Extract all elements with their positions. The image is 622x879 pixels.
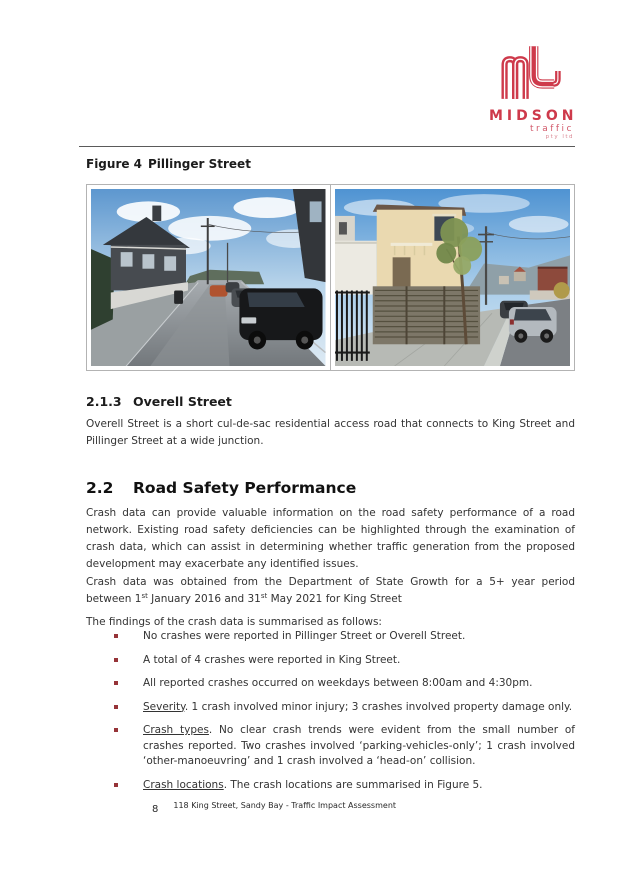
bullet-square-icon	[114, 728, 118, 732]
pillinger-street-photo-right	[331, 185, 575, 370]
section-22-paragraph-1: Crash data can provide valuable information on the road safety performance of a road network. Existing road safety deficiencies can be highlighted through the examination of crash data, which can assist in determining whether traffic generation from the proposed development may exacerbate any identified issues.	[86, 507, 575, 570]
superscript-st: st	[260, 592, 268, 600]
list-item	[113, 653, 575, 669]
header-divider	[79, 146, 575, 147]
section-213-title: Overell Street	[133, 394, 232, 409]
crash-findings-list	[113, 629, 575, 801]
bullet-lead: Crash types	[143, 724, 209, 736]
para2-text: January 2016 and 31	[147, 593, 261, 605]
para2-text: Crash data was obtained from the Department of State Growth for a 5+ year period between 1	[86, 576, 575, 605]
logo-subline: pty ltd	[545, 134, 574, 140]
list-item	[113, 629, 575, 645]
list-item	[113, 700, 575, 716]
figure4-caption	[86, 157, 251, 171]
bullet-text: . No clear crash trends were evident from the small number of crashes reported. Two crashes involved ‘parking-vehicles-only’; 1 crash involved ‘other-manoeuvring’ and 1 crash involved a ‘head-on’ collision.	[143, 724, 575, 767]
section-213-heading	[86, 394, 232, 409]
pillinger-street-photo-left	[87, 185, 331, 370]
bullet-text: All reported crashes occurred on weekdays between 8:00am and 4:30pm.	[143, 677, 533, 689]
bullet-square-icon	[114, 634, 118, 638]
bullet-text: No crashes were reported in Pillinger Street or Overell Street.	[143, 630, 466, 642]
section-22-paragraph-2	[86, 574, 575, 609]
bullet-text: . The crash locations are summarised in Figure 5.	[223, 778, 483, 791]
logo-brand-name: MIDSON	[489, 108, 578, 124]
list-item	[113, 723, 575, 770]
bullet-square-icon	[114, 658, 118, 662]
bullet-text: A total of 4 crashes were reported in King Street.	[143, 653, 401, 666]
bullet-lead: Severity	[143, 700, 185, 713]
superscript-st: st	[141, 592, 148, 600]
figure4-title: Pillinger Street	[148, 157, 251, 171]
logo-tagline: traffic	[529, 124, 574, 134]
figure4-label: Figure 4	[86, 157, 143, 171]
section-22-heading	[86, 479, 356, 497]
footer-document-title: 118 King Street, Sandy Bay - Traffic Impact Assessment	[173, 801, 397, 810]
bullet-square-icon	[114, 681, 118, 685]
midson-logo-icon	[499, 36, 561, 106]
bullet-square-icon	[114, 705, 118, 709]
list-item	[113, 676, 575, 692]
section-213-paragraph: Overell Street is a short cul-de-sac residential access road that connects to King Street and Pillinger Street at a wide junction.	[86, 418, 575, 447]
bullet-text: . 1 crash involved minor injury; 3 crashes involved property damage only.	[184, 700, 573, 713]
findings-intro: The findings of the crash data is summarised as follows:	[86, 616, 382, 628]
street-photo-left-illustration	[91, 189, 326, 366]
bullet-lead: Crash locations	[143, 778, 224, 791]
street-photo-right-illustration	[335, 189, 571, 366]
para2-text: May 2021 for King Street	[267, 593, 402, 605]
page-footer	[152, 801, 397, 815]
section-213-number: 2.1.3	[86, 394, 122, 409]
section-22-number: 2.2	[86, 479, 114, 497]
figure4-photo-frame	[86, 184, 575, 371]
midson-traffic-logo	[485, 36, 578, 140]
bullet-square-icon	[114, 783, 118, 787]
list-item	[113, 778, 575, 794]
section-22-title: Road Safety Performance	[133, 479, 357, 497]
page-number: 8	[152, 804, 159, 815]
